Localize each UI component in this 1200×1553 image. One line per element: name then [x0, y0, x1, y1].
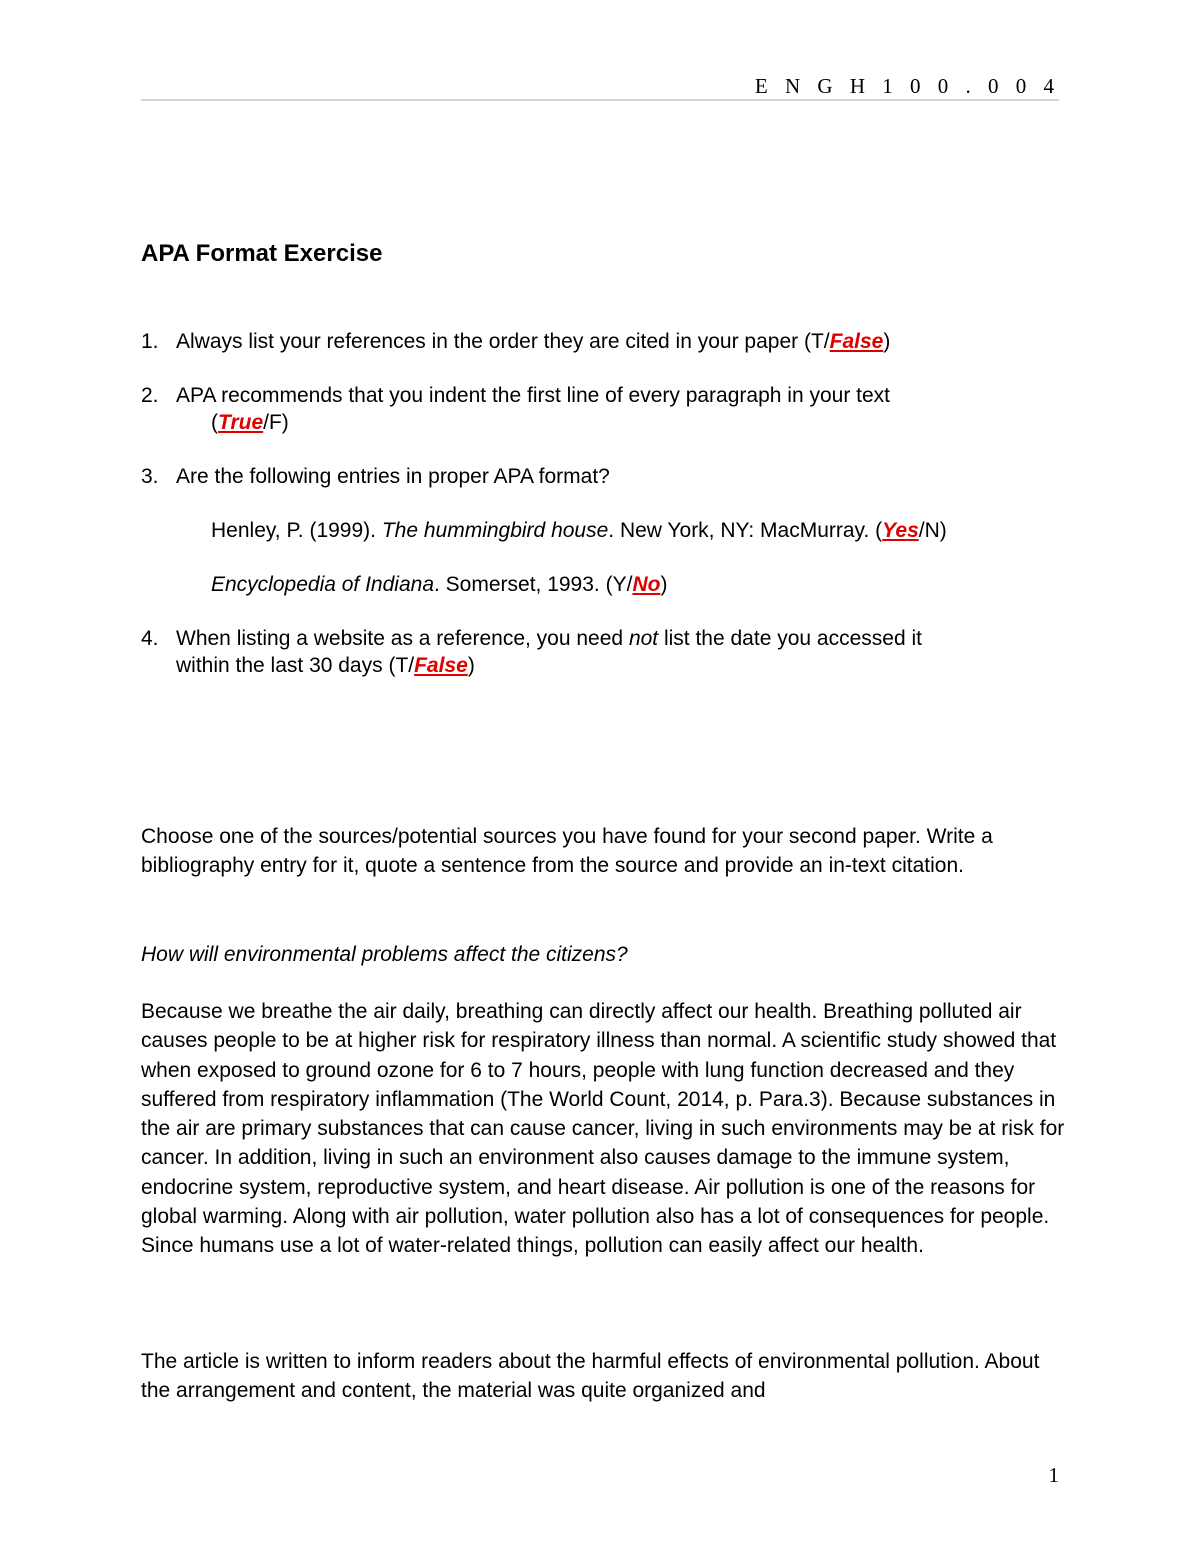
question-number: 4.	[141, 627, 159, 650]
question-number: 1.	[141, 330, 159, 353]
page-number: 1	[1048, 1463, 1059, 1487]
entry-title: The hummingbird house	[381, 519, 609, 542]
question-number: 2.	[141, 384, 159, 407]
question-emphasis: not	[628, 627, 659, 650]
question-text-part: (	[211, 411, 218, 434]
question-text	[176, 625, 1056, 652]
question-text: Are the following entries in proper APA format?	[176, 465, 610, 488]
question-text: APA recommends that you indent the first line of every paragraph in your text	[176, 384, 890, 407]
page-title: APA Format Exercise	[141, 240, 383, 267]
question-text-line2	[176, 652, 1056, 679]
answer-false: False	[829, 330, 884, 353]
question-text-line2	[211, 409, 1091, 436]
question-text-part: /F)	[263, 411, 289, 434]
question-text-part: )	[467, 654, 475, 677]
entry-text: /N)	[918, 519, 947, 542]
reference-entry-2	[211, 571, 667, 598]
answer-yes: Yes	[882, 519, 919, 542]
answer-false: False	[414, 654, 468, 677]
reference-entry-1	[211, 517, 947, 544]
entry-text: Henley, P. (1999).	[211, 519, 382, 542]
question-text-part: within the last 30 days (T/	[176, 654, 415, 677]
question-number: 3.	[141, 465, 159, 488]
entry-title: Encyclopedia of Indiana	[211, 573, 434, 596]
body-paragraph: Because we breathe the air daily, breathing can directly affect our health. Breathing polluted air causes people to be at higher risk for respiratory illness than normal. A scientific study showed that when exposed to ground ozone for 6 to 7 hours, people with lung function decreased and they suffered from respiratory inflammation (The World Count, 2014, p. Para.3). Because substances in the air are primary substances that can cause cancer, living in such environments may be at risk for cancer. In addition, living in such an environment also causes damage to the immune system, endocrine system, reproductive system, and heart disease. Air pollution is one of the reasons for global warming. Along with air pollution, water pollution also has a lot of consequences for people. Since humans use a lot of water-related things, pollution can easily affect our health.	[141, 1000, 1065, 1258]
question-text-part: When listing a website as a reference, you need	[176, 627, 629, 650]
question-text-part: Always list your references in the order they are cited in your paper (T/	[176, 330, 830, 353]
research-question: How will environmental problems affect the citizens?	[141, 943, 628, 966]
header-divider	[141, 99, 1059, 101]
closing-paragraph: The article is written to inform readers about the harmful effects of environmental pollution. About the arrangement and content, the material was quite organized and	[141, 1350, 1040, 1403]
question-text-part: )	[883, 330, 891, 353]
entry-text: )	[660, 573, 668, 596]
answer-true: True	[218, 411, 264, 434]
question-text-part: list the date you accessed it	[658, 627, 922, 650]
entry-text: . Somerset, 1993. (Y/	[434, 573, 633, 596]
entry-text: . New York, NY: MacMurray. (	[608, 519, 883, 542]
instructions-paragraph: Choose one of the sources/potential sources you have found for your second paper. Write a bibliography entry for it, quote a sentence from the source and provide an in-text citation.	[141, 825, 993, 878]
answer-no: No	[632, 573, 661, 596]
question-text	[176, 328, 1056, 355]
course-code: E N G H 1 0 0 . 0 0 4	[754, 74, 1060, 98]
